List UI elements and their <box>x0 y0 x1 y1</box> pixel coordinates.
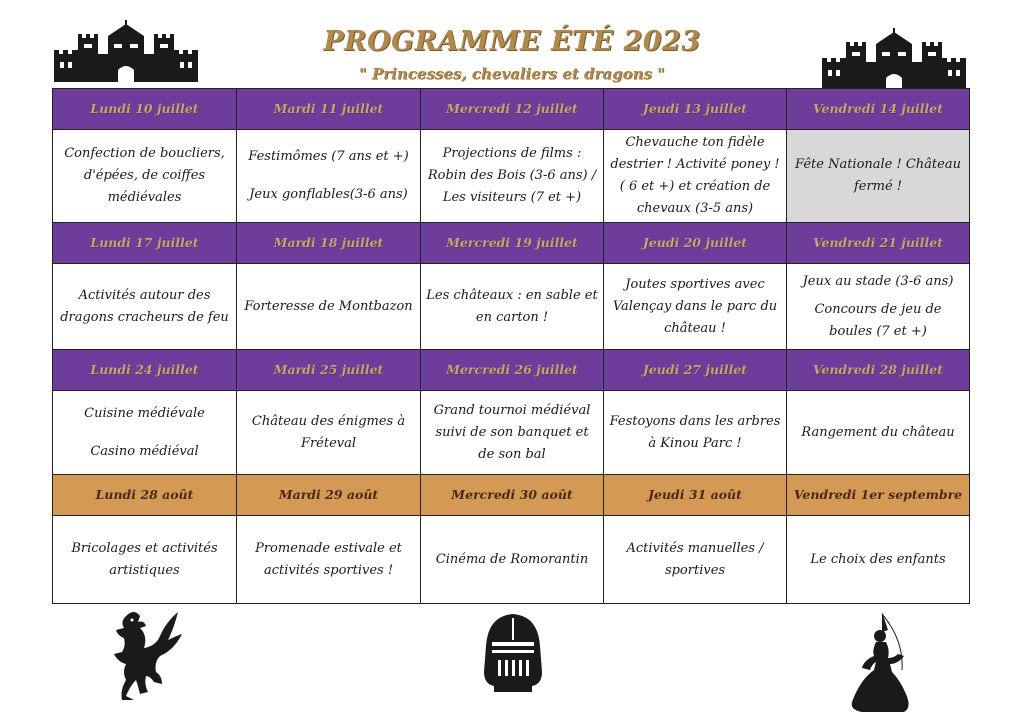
day-activity-cell <box>421 516 604 604</box>
activity-text: Bricolages et activités artistiques <box>71 540 218 578</box>
day-header: Mercredi 26 juillet <box>421 350 604 391</box>
activity-text: Grand tournoi médiéval suivi de son banquet et de son bal <box>433 402 591 462</box>
activity-text: Rangement du château <box>801 424 955 440</box>
day-activity-cell <box>787 264 970 350</box>
day-header: Mercredi 19 juillet <box>421 223 604 264</box>
activity-text: Activités manuelles / sportives <box>626 540 764 578</box>
day-header: Mardi 29 août <box>237 475 421 516</box>
activity-text: Jeux gonflables(3-6 ans) <box>249 187 408 202</box>
day-activity-cell <box>237 391 421 475</box>
day-header: Vendredi 1er septembre <box>787 475 970 516</box>
activity-text: Joutes sportives avec Valençay dans le parc du château ! <box>612 276 778 336</box>
day-activity-cell <box>53 264 237 350</box>
day-header: Mardi 25 juillet <box>237 350 421 391</box>
day-activity-cell <box>421 391 604 475</box>
activity-text: Confection de boucliers, d'épées, de coiffes médiévales <box>64 146 225 205</box>
day-activity-cell <box>604 130 787 223</box>
knight-helmet-icon <box>476 612 550 694</box>
day-header: Mardi 18 juillet <box>237 223 421 264</box>
day-activity-cell <box>421 264 604 350</box>
week-1-activity-row <box>53 130 970 223</box>
dragon-icon <box>104 606 184 702</box>
day-header: Vendredi 21 juillet <box>787 223 970 264</box>
day-header: Mardi 11 juillet <box>237 89 421 130</box>
day-header: Lundi 17 juillet <box>53 223 237 264</box>
day-activity-cell <box>237 264 421 350</box>
activity-text: Promenade estivale et activités sportives ! <box>255 540 402 578</box>
activity-text: Cuisine médiévale <box>84 405 205 421</box>
day-header: Lundi 28 août <box>53 475 237 516</box>
day-activity-cell <box>787 391 970 475</box>
activity-text: Casino médiéval <box>90 443 199 459</box>
week-1-header-row <box>53 89 970 130</box>
activity-text: Château des énigmes à Fréteval <box>251 413 406 451</box>
week-2-header-row <box>53 223 970 264</box>
week-3-activity-row <box>53 391 970 475</box>
day-header: Vendredi 14 juillet <box>787 89 970 130</box>
schedule-table <box>52 88 970 604</box>
activity-text: Cinéma de Romorantin <box>435 551 589 567</box>
activity-text: Festoyons dans les arbres à Kinou Parc ! <box>609 413 781 451</box>
day-activity-cell <box>604 516 787 604</box>
activity-text: Festimômes (7 ans et +) <box>248 149 409 164</box>
activity-text: Jeux au stade (3-6 ans) <box>802 273 954 289</box>
page-subtitle: " Princesses, chevaliers et dragons " <box>358 65 666 83</box>
day-header: Jeudi 20 juillet <box>604 223 787 264</box>
activity-text: Forteresse de Montbazon <box>244 298 413 314</box>
activity-text: Chevauche ton fidèle destrier ! Activité poney ! ( 6 et +) et création de chevaux (3-5 ans) <box>610 135 780 216</box>
week-2-activity-row <box>53 264 970 350</box>
activity-text: Activités autour des dragons cracheurs de feu <box>60 287 229 325</box>
day-header: Mercredi 12 juillet <box>421 89 604 130</box>
day-activity-cell <box>237 516 421 604</box>
day-header: Lundi 10 juillet <box>53 89 237 130</box>
day-activity-cell <box>604 391 787 475</box>
week-4-header-row <box>53 475 970 516</box>
day-header: Lundi 24 juillet <box>53 350 237 391</box>
week-4-activity-row <box>53 516 970 604</box>
day-header: Jeudi 13 juillet <box>604 89 787 130</box>
day-activity-cell <box>787 516 970 604</box>
activity-text: Fête Nationale ! Château fermé ! <box>795 157 961 194</box>
day-activity-cell <box>421 130 604 223</box>
activity-text: Concours de jeu de boules (7 et +) <box>814 301 942 339</box>
day-activity-cell-closed <box>787 130 970 223</box>
day-activity-cell <box>237 130 421 223</box>
day-header: Vendredi 28 juillet <box>787 350 970 391</box>
princess-icon <box>842 610 912 714</box>
day-header: Jeudi 31 août <box>604 475 787 516</box>
day-activity-cell <box>53 130 237 223</box>
activity-text: Le choix des enfants <box>810 551 946 567</box>
week-3-header-row <box>53 350 970 391</box>
day-activity-cell <box>604 264 787 350</box>
day-header: Mercredi 30 août <box>421 475 604 516</box>
page-title: PROGRAMME ÉTÉ 2023 <box>323 26 701 57</box>
day-activity-cell <box>53 516 237 604</box>
day-header: Jeudi 27 juillet <box>604 350 787 391</box>
activity-text: Projections de films : Robin des Bois (3-6 ans) / Les visiteurs (7 et +) <box>427 146 597 205</box>
activity-text: Les châteaux : en sable et en carton ! <box>426 287 598 325</box>
day-activity-cell <box>53 391 237 475</box>
